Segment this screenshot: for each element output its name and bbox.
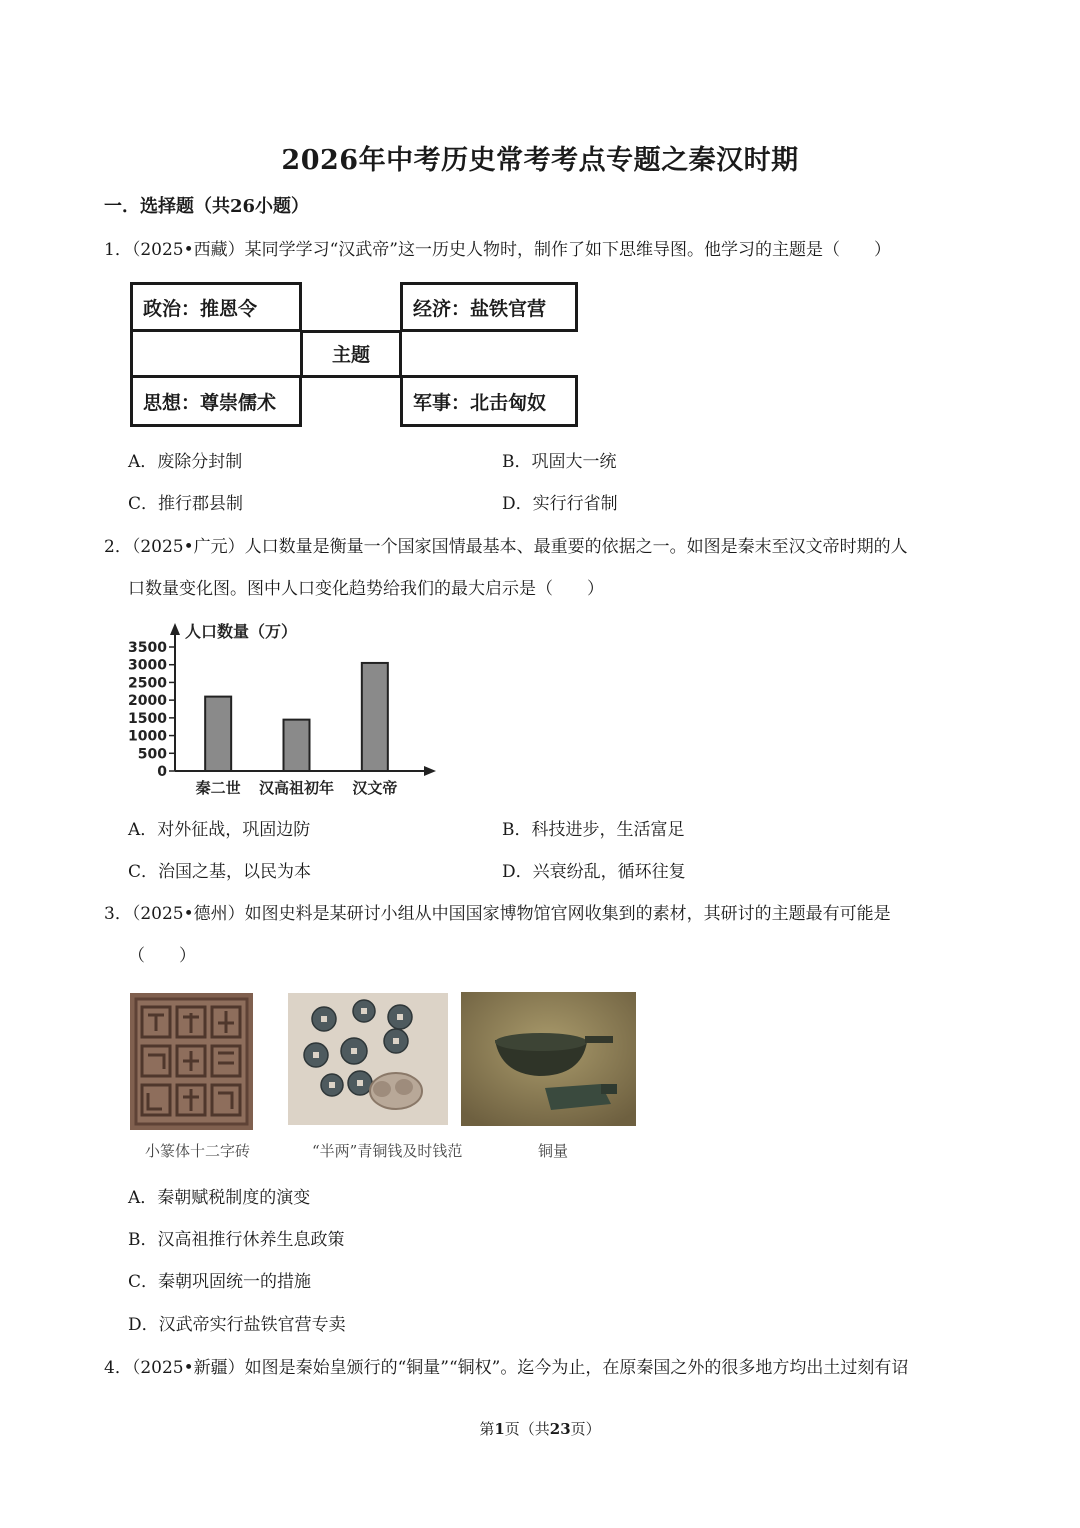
footer-middle: 页（共 — [504, 1420, 550, 1438]
caption-brick: 小篆体十二字砖 — [145, 1142, 251, 1160]
coin-hole — [329, 1082, 335, 1088]
footer-suffix: 页） — [570, 1420, 601, 1438]
q3-stem-line1: 3．（2025•德州）如图史料是某研讨小组从中国国家博物馆官网收集到的素材，其研讨的主题最有可能是 — [104, 904, 891, 924]
page-footer — [0, 1418, 1080, 1439]
q2-option-d: D．兴衰纷乱，循环往复 — [502, 862, 686, 882]
bar — [362, 663, 388, 771]
q1-stem: 1．（2025•西藏）某同学学习“汉武帝”这一历史人物时，制作了如下思维导图。他学习的主题是（ ） — [104, 240, 891, 260]
mindmap-box-thought: 思想：尊崇儒术 — [130, 375, 302, 427]
x-axis-arrow — [424, 766, 436, 776]
mindmap-connector — [300, 330, 402, 333]
q2-option-b: B．科技进步，生活富足 — [502, 820, 685, 840]
x-tick-label: 秦二世 — [195, 779, 241, 797]
caption-coins: “半两”青铜钱及时钱范 — [312, 1142, 463, 1160]
coin-hole — [357, 1080, 363, 1086]
q3-stem-line2: （ ） — [128, 946, 196, 966]
y-tick-label: 1000 — [128, 728, 167, 745]
mindmap-box-politics: 政治：推恩令 — [130, 282, 302, 332]
caption-bronze-measure: 铜量 — [538, 1142, 569, 1160]
y-tick-label: 0 — [157, 764, 167, 780]
y-tick-label: 2500 — [128, 675, 167, 692]
coin-hole — [393, 1038, 399, 1044]
coin-hole — [313, 1052, 319, 1058]
x-tick-label: 汉高祖初年 — [258, 779, 335, 797]
q1-option-c: C．推行郡县制 — [128, 494, 244, 514]
q3-option-d: D．汉武帝实行盐铁官营专卖 — [128, 1315, 346, 1335]
brick-photo — [130, 993, 253, 1130]
y-tick-label: 3500 — [128, 640, 167, 656]
mindmap-connector — [130, 330, 133, 378]
q4-stem-line1: 4．（2025•新疆）如图是秦始皇颁行的“铜量”“铜权”。迄今为止，在原秦国之外的很多地方均出土过刻有诏 — [104, 1358, 909, 1378]
mindmap-center: 主题 — [331, 344, 370, 366]
coin-hole — [397, 1014, 403, 1020]
y-tick-label: 1500 — [128, 710, 167, 727]
bronze-measure-photo — [461, 992, 636, 1126]
y-axis-arrow — [170, 623, 180, 635]
y-tick-label: 3000 — [128, 657, 167, 674]
bar — [205, 697, 231, 771]
coin-hole — [321, 1016, 327, 1022]
q3-option-b: B．汉高祖推行休养生息政策 — [128, 1230, 345, 1250]
coin-hole — [361, 1008, 367, 1014]
q3-option-a: A．秦朝赋税制度的演变 — [128, 1188, 311, 1208]
mindmap-box-economy: 经济：盐铁官营 — [400, 282, 578, 332]
q2-stem-line2: 口数量变化图。图中人口变化趋势给我们的最大启示是（ ） — [128, 579, 604, 599]
bar — [284, 720, 310, 771]
q1-option-b: B．巩固大一统 — [502, 452, 617, 472]
q3-option-c: C．秦朝巩固统一的措施 — [128, 1272, 312, 1292]
y-tick-label: 500 — [137, 746, 167, 763]
y-axis-label: 人口数量（万） — [185, 622, 298, 641]
q1-option-d: D．实行行省制 — [502, 494, 618, 514]
q2-option-c: C．治国之基，以民为本 — [128, 862, 312, 882]
population-chart — [125, 615, 445, 805]
y-tick-label: 2000 — [128, 693, 167, 710]
mindmap — [128, 280, 580, 430]
page-title: 2026年中考历史常考考点专题之秦汉时期 — [281, 145, 799, 176]
mindmap-connector — [300, 375, 402, 378]
coins-photo — [288, 993, 448, 1125]
q1-option-a: A．废除分封制 — [128, 452, 243, 472]
footer-total-pages: 23 — [549, 1420, 571, 1438]
footer-page-number: 1 — [494, 1420, 505, 1438]
x-tick-label: 汉文帝 — [352, 779, 398, 797]
q2-stem-line1: 2．（2025•广元）人口数量是衡量一个国家国情最基本、最重要的依据之一。如图是秦末至汉文帝时期的人 — [104, 537, 908, 557]
footer-prefix: 第 — [479, 1420, 495, 1438]
coin-hole — [351, 1048, 357, 1054]
section-heading: 一．选择题（共26小题） — [104, 196, 310, 217]
q2-option-a: A．对外征战，巩固边防 — [128, 820, 311, 840]
mindmap-box-military: 军事：北击匈奴 — [400, 375, 578, 427]
